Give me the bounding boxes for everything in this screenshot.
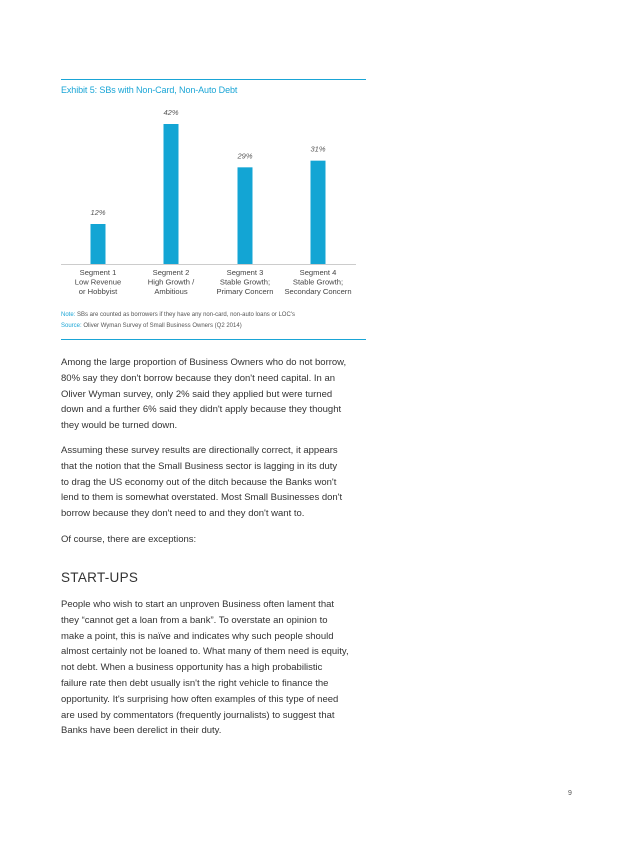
chart-bar <box>238 167 253 264</box>
paragraph-exceptions <box>61 532 369 548</box>
bar-value-label: 29% <box>237 151 253 161</box>
chart-bar <box>164 124 179 264</box>
paragraph-line: they would be turned down. <box>61 420 178 432</box>
paragraph-survey-conclusion <box>61 443 369 522</box>
bar-value-label: 12% <box>90 208 106 217</box>
paragraph-line: People who wish to start an unproven Business often lament that <box>61 599 335 610</box>
paragraph-line: not debt. When a business opportunity has a high probabilistic <box>61 662 323 674</box>
paragraph-line: Oliver Wyman survey, only 2% said they applied but were turned <box>61 388 333 400</box>
paragraph-line: Among the large proportion of Business Owners who do not borrow, <box>61 357 347 368</box>
chart-note <box>61 312 295 318</box>
chart-source <box>61 323 242 329</box>
bar-value-label: 31% <box>310 144 326 154</box>
paragraph-line: failure rate then debt usually isn't the right vehicle to finance the <box>61 677 329 689</box>
paragraph-start-ups <box>61 597 369 739</box>
paragraph-line: down and a further 6% said they didn't apply because they thought <box>61 404 342 416</box>
section-heading: START-UPS <box>61 570 139 585</box>
paragraph-line: they “cannot get a loan from a bank”. To overstate an opinion to <box>61 614 328 626</box>
chart-bar <box>91 224 106 264</box>
paragraph-line: that the notion that the Small Business sector is lagging in its duty <box>61 460 338 472</box>
exhibit-bottom-rule <box>61 339 366 340</box>
paragraph-line: make a point, this is naïve and indicates why such people should <box>61 630 334 642</box>
bar-value-label: 42% <box>163 108 179 117</box>
paragraph-line: Of course, there are exceptions: <box>61 534 197 545</box>
bar-chart <box>61 100 366 302</box>
category-label: Segment 1 Low Revenue or Hobbyist <box>74 268 122 296</box>
note-key: Note: <box>61 312 76 318</box>
source-text: Oliver Wyman Survey of Small Business Owners (Q2 2014) <box>83 323 242 329</box>
paragraph-non-borrowers <box>61 355 369 434</box>
paragraph-line: are used by commentators (frequently journalists) to suggest that <box>61 709 335 721</box>
page-number: 9 <box>568 790 572 797</box>
chart-bar <box>311 161 326 264</box>
category-label: Segment 4 Stable Growth; Secondary Concern <box>284 268 352 296</box>
source-key: Source: <box>61 323 82 329</box>
paragraph-line: 80% say they don't borrow because they don't need capital. In an <box>61 372 336 384</box>
category-label: Segment 3 Stable Growth; Primary Concern <box>216 268 274 296</box>
paragraph-line: almost certainly not be loaned to. What many of them need is equity, <box>61 646 349 658</box>
paragraph-line: opportunity. It's surprising how often examples of this type of need <box>61 693 339 705</box>
category-label: Segment 2 High Growth / Ambitious <box>147 268 195 296</box>
paragraph-line: to drag the US economy out of the ditch because the Banks won't <box>61 476 337 488</box>
paragraph-line: Banks have been derelict in their duty. <box>61 725 222 737</box>
exhibit-top-rule <box>61 79 366 80</box>
paragraph-line: Assuming these survey results are directionally correct, it appears <box>61 445 338 456</box>
exhibit-title: Exhibit 5: SBs with Non-Card, Non-Auto Debt <box>61 85 238 95</box>
note-text: SBs are counted as borrowers if they have any non-card, non-auto loans or LOC's <box>77 312 295 318</box>
paragraph-line: borrow because they don't need to and they don't want to. <box>61 508 305 520</box>
paragraph-line: lend to them is somewhat overstated. Most Small Businesses don't <box>61 492 343 504</box>
